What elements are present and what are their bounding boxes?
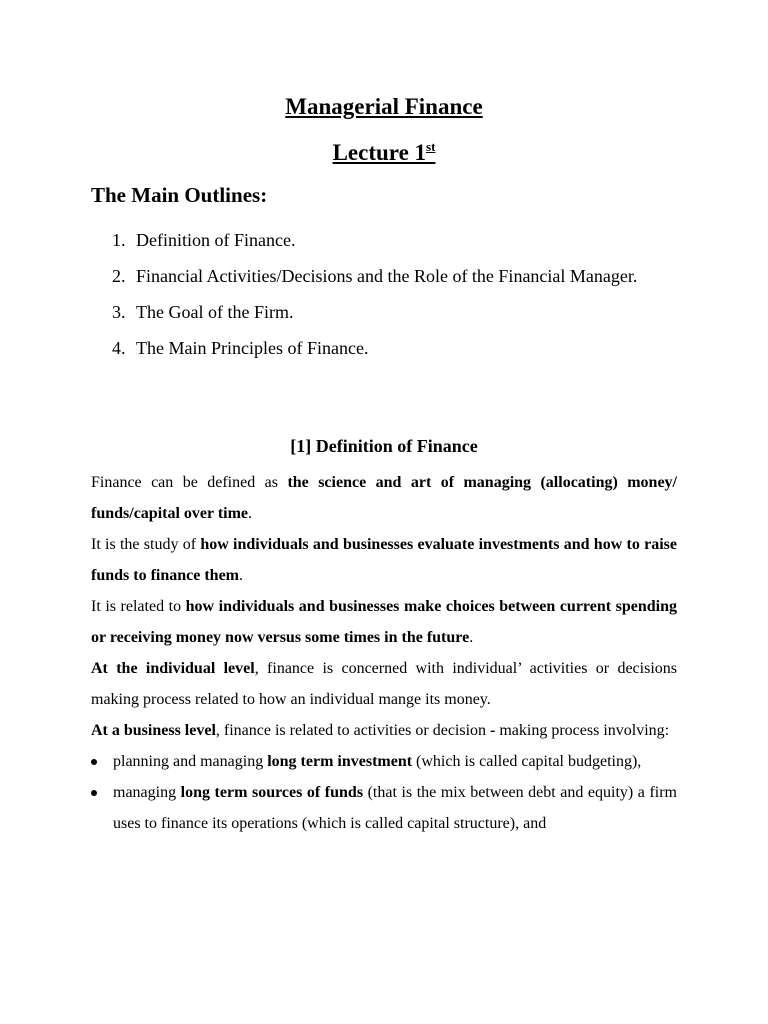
section-heading: [1] Definition of Finance	[290, 436, 478, 456]
bullet-dot-icon	[91, 790, 97, 796]
bullet-text: planning and managing	[113, 753, 268, 770]
bullet-emphasis: long term sources of funds	[180, 784, 364, 801]
bullet-item	[91, 746, 677, 777]
lecture-superscript: st	[426, 139, 436, 154]
outline-list	[112, 222, 672, 366]
section-body	[91, 467, 677, 839]
bullet-list	[91, 746, 677, 839]
outline-item	[112, 294, 672, 330]
outline-number: 3.	[112, 302, 126, 322]
paragraph-text: making process involving:	[495, 722, 670, 739]
paragraph	[91, 653, 677, 715]
bullet-dot-icon	[91, 759, 97, 765]
paragraph-emphasis: At a business level	[91, 722, 216, 739]
outline-number: 1.	[112, 230, 126, 250]
outline-text: Financial Activities/Decisions and the Role of the Financial Manager.	[136, 266, 638, 286]
paragraph-emphasis: how individuals and businesses evaluate investments and how to raise funds to finance them	[91, 536, 677, 584]
outline-item	[112, 258, 672, 294]
bullet-text: (which is called capital budgeting),	[412, 753, 642, 770]
paragraph-text: , finance is related to activities or decision	[215, 722, 491, 739]
outline-item	[112, 330, 672, 366]
outline-number: 2.	[112, 266, 126, 286]
outline-item	[112, 222, 672, 258]
bullet-emphasis: long term investment	[267, 753, 413, 770]
lecture-label: Lecture 1	[332, 140, 427, 165]
outlines-heading: The Main Outlines:	[91, 183, 268, 207]
paragraph-emphasis: the science and art of managing (allocating) money/ funds/capital over time	[91, 474, 677, 522]
paragraph	[91, 715, 677, 746]
paragraph-text: , finance is concerned with individual’ activities or decisions making process related to how an individual mange its money.	[91, 660, 677, 708]
paragraph-text: .	[248, 505, 253, 522]
bullet-text: managing	[113, 784, 181, 801]
lecture-title	[0, 139, 768, 166]
paragraph-emphasis: how individuals and businesses make choices between current spending or receiving money now versus some times in the future	[91, 598, 677, 646]
document-title: Managerial Finance	[285, 94, 483, 119]
paragraph-text: Finance can be defined as	[91, 474, 288, 491]
paragraph	[91, 467, 677, 529]
paragraph-emphasis: At the individual level	[91, 660, 255, 677]
paragraph-text: .	[469, 629, 474, 646]
outline-text: The Goal of the Firm.	[136, 302, 294, 322]
bullet-text: (that is the mix between debt and equity) a firm uses to finance its operations (which is called capital structure), and	[113, 784, 677, 832]
paragraph	[91, 591, 677, 653]
outline-number: 4.	[112, 338, 126, 358]
paragraph-emphasis: -	[490, 722, 496, 739]
paragraph	[91, 529, 677, 591]
paragraph-text: .	[239, 567, 244, 584]
outline-text: Definition of Finance.	[136, 230, 296, 250]
paragraph-text: It is the study of	[91, 536, 201, 553]
bullet-item	[91, 777, 677, 839]
outline-text: The Main Principles of Finance.	[136, 338, 369, 358]
paragraph-text: It is related to	[91, 598, 186, 615]
